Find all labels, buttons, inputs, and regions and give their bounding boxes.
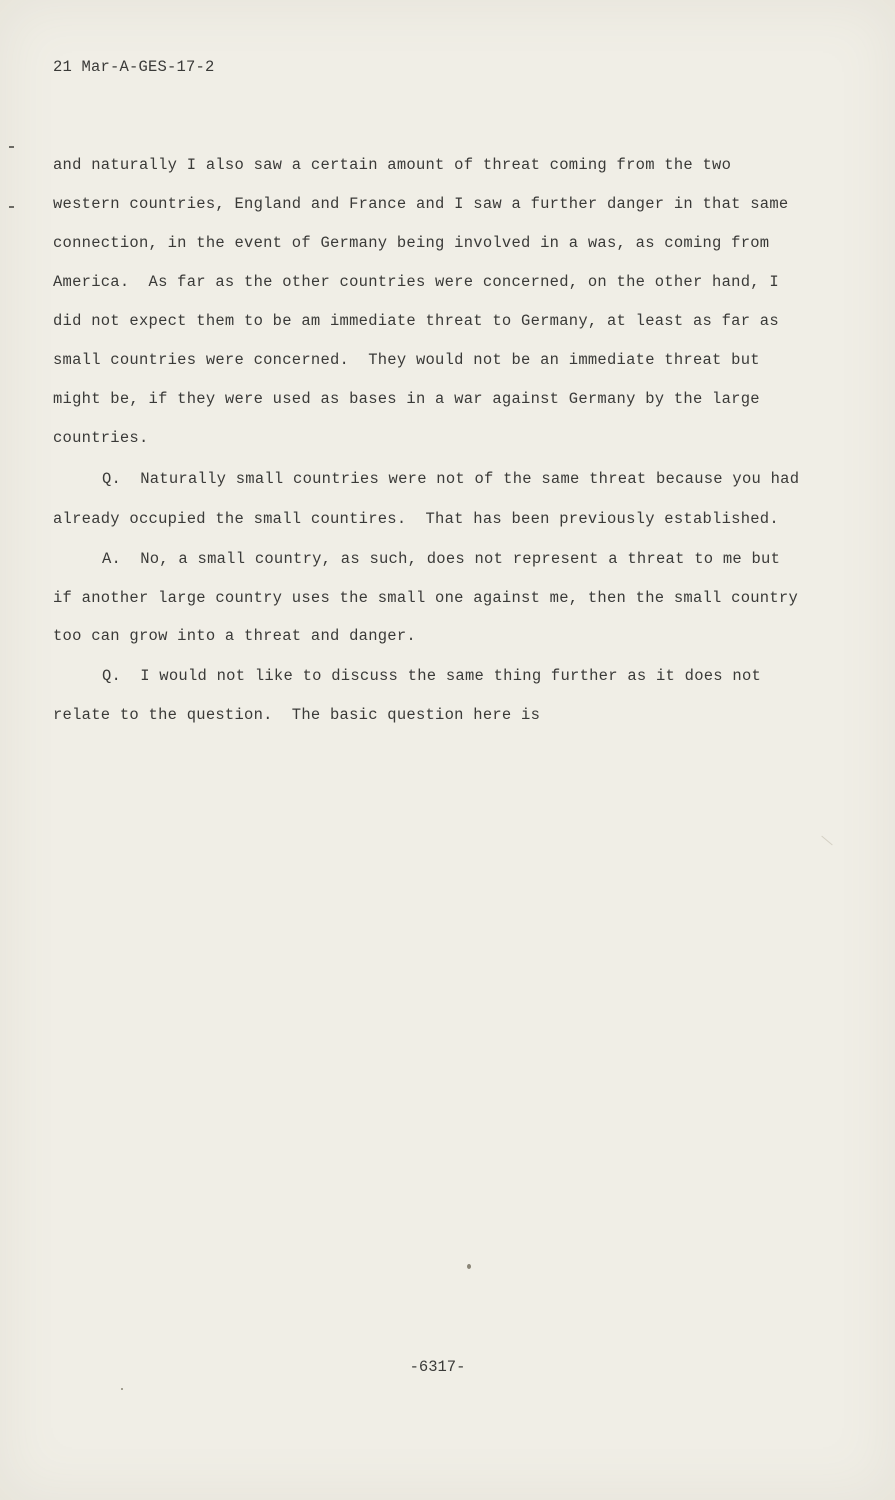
page-identifier: 21 Mar-A-GES-17-2: [53, 58, 215, 76]
text-line: western countries, England and France and I saw a further danger in that same: [53, 195, 789, 213]
text-line: too can grow into a threat and danger.: [53, 627, 416, 645]
page-number: -6317-: [409, 1358, 466, 1376]
question-line: Q. Naturally small countries were not of the same threat because you had: [102, 470, 800, 488]
text-line: and naturally I also saw a certain amount of threat coming from the two: [53, 156, 732, 174]
text-line: relate to the question. The basic question here is: [53, 706, 541, 724]
text-line: did not expect them to be am immediate threat to Germany, at least as far as: [53, 312, 779, 330]
text-line: countries.: [53, 429, 149, 447]
margin-mark: [9, 206, 14, 208]
answer-line: A. No, a small country, as such, does not represent a threat to me but: [102, 550, 781, 568]
margin-mark: [9, 146, 14, 148]
text-line: connection, in the event of Germany being involved in a was, as coming from: [53, 234, 770, 252]
text-line: America. As far as the other countries were concerned, on the other hand, I: [53, 273, 779, 291]
text-line: if another large country uses the small one against me, then the small country: [53, 589, 799, 607]
paper-speck: [467, 1264, 471, 1269]
question-line: Q. I would not like to discuss the same thing further as it does not: [102, 667, 762, 685]
text-line: small countries were concerned. They would not be an immediate threat but: [53, 351, 760, 369]
text-line: already occupied the small countires. That has been previously established.: [53, 510, 779, 528]
text-line: might be, if they were used as bases in a war against Germany by the large: [53, 390, 760, 408]
paper-speck: [121, 1388, 123, 1390]
paper-crease: [821, 836, 832, 846]
